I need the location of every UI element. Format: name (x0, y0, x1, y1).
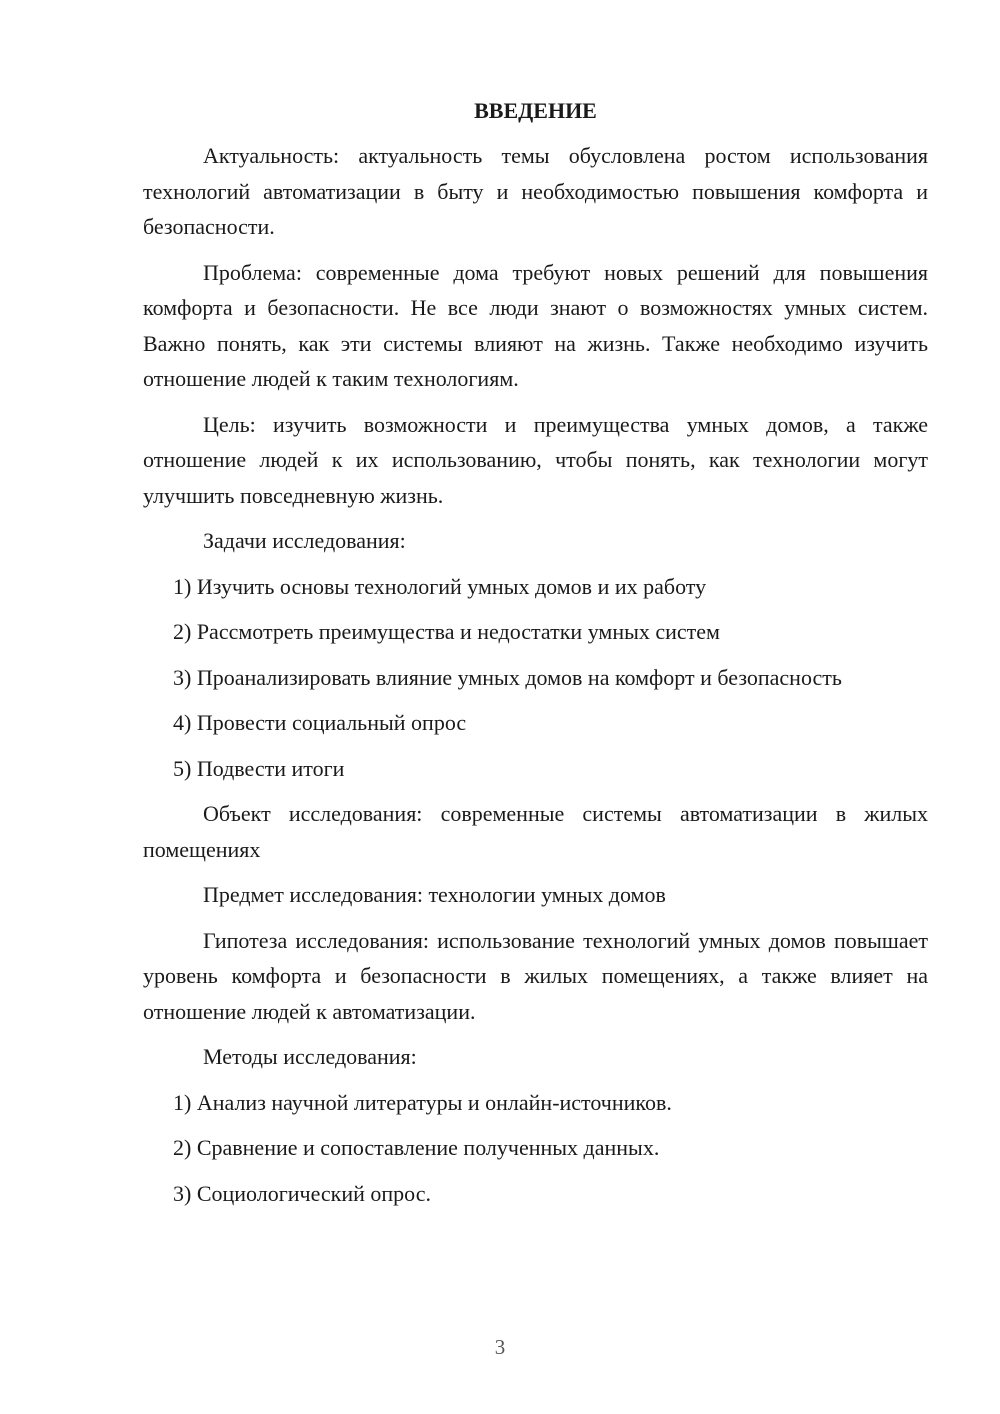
task-item-4: 4) Провести социальный опрос (173, 710, 467, 735)
method-item-2: 2) Сравнение и сопоставление полученных данных. (173, 1135, 660, 1160)
relevance-paragraph: Актуальность: актуальность темы обусловлена ростом использования технологий автоматизации в быту и необходимостью повышения комфорта и безопасности. (143, 143, 928, 239)
object-paragraph: Объект исследования: современные системы автоматизации в жилых помещениях (143, 801, 928, 862)
hypothesis-paragraph: Гипотеза исследования: использование технологий умных домов повышает уровень комфорта и безопасности в жилых помещениях, а также влияет на отношение людей к автоматизации. (143, 927, 928, 1024)
task-item-2: 2) Рассмотреть преимущества и недостатки умных систем (173, 619, 720, 644)
subject-paragraph: Предмет исследования: технологии умных домов (203, 882, 666, 907)
section-heading: ВВЕДЕНИЕ (474, 98, 597, 123)
goal-paragraph: Цель: изучить возможности и преимущества умных домов, а также отношение людей к их использованию, чтобы понять, как технологии могут улучшить повседневную жизнь. (143, 411, 928, 508)
task-item-1: 1) Изучить основы технологий умных домов и их работу (173, 573, 707, 599)
method-item-1: 1) Анализ научной литературы и онлайн-источников. (173, 1089, 672, 1115)
method-item-3: 3) Социологический опрос. (173, 1180, 431, 1206)
page-number: 3 (494, 1335, 506, 1359)
problem-paragraph: Проблема: современные дома требуют новых решений для повышения комфорта и безопасности. Не все люди знают о возможностях умных систем. Важно понять, как эти системы влияют на жизнь. Также необходимо изучить отношение людей к таким технологиям. (143, 259, 928, 391)
tasks-title: Задачи исследования: (203, 528, 406, 553)
page-content (143, 93, 928, 1221)
task-item-3: 3) Проанализировать влияние умных домов на комфорт и безопасность (173, 664, 842, 690)
task-item-5: 5) Подвести итоги (173, 755, 345, 781)
methods-title: Методы исследования: (203, 1044, 417, 1069)
